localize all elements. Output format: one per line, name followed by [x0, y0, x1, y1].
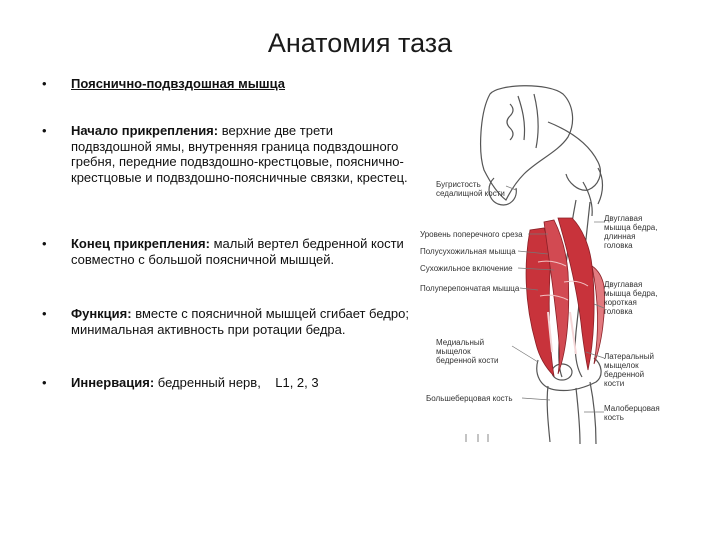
function-text: вместе с поясничной мышцей сгибает бедро; минимальная активность при ротации бедра.: [71, 306, 409, 337]
bullet-text: [71, 306, 411, 337]
muscle-heading: Пояснично-подвздошная мышца: [71, 76, 286, 91]
label-biceps-short-head: Двуглавая мышца бедра, короткая головка: [604, 280, 658, 316]
insertion-text: малый вертел бедренной кости совместно с большой поясничной мышцей.: [71, 236, 404, 267]
thigh-muscle-illustration: [398, 82, 698, 452]
origin-text: верхние две трети подвздошной ямы, внутренняя граница подвздошного гребня, передние подвздошно-крестцовые, пояснично-крестцовые и подвздошно-поясничные связки, крестец.: [71, 123, 408, 185]
bullet-icon: •: [42, 236, 47, 251]
bullet-icon: •: [42, 76, 47, 91]
label-semimembranosus: Полуперепончатая мышца: [420, 284, 520, 293]
scale-mark: [466, 434, 488, 442]
hamstring-muscles: [526, 218, 604, 376]
bullet-text: [71, 123, 411, 185]
knee-bones: [537, 358, 601, 444]
label-medial-condyle: Медиальный мыщелок бедренной кости: [436, 338, 499, 365]
insertion-label: Конец прикрепления:: [71, 236, 210, 251]
bullet-text: [71, 76, 411, 92]
bullet-text: [71, 236, 411, 267]
slide-title: Анатомия таза: [267, 28, 453, 58]
bullet-text: [71, 375, 411, 391]
label-cross-section-level: Уровень поперечного среза: [420, 230, 523, 239]
bullet-icon: •: [42, 375, 47, 390]
bullet-icon: •: [42, 123, 47, 138]
label-lateral-condyle: Латеральный мыщелок бедренной кости: [604, 352, 654, 388]
origin-label: Начало прикрепления:: [71, 123, 219, 138]
label-biceps-long-head: Двуглавая мышца бедра, длинная головка: [604, 214, 658, 250]
label-tendinous-intersection: Сухожильное включение: [420, 264, 513, 273]
innervation-label: Иннервация:: [71, 375, 155, 390]
label-ischial-tuberosity: Бугристость седалищной кости: [436, 180, 505, 198]
label-tibia: Большеберцовая кость: [426, 394, 513, 403]
label-fibula: Малоберцовая кость: [604, 404, 660, 422]
label-semitendinosus: Полусухожильная мышца: [420, 247, 516, 256]
bullet-icon: •: [42, 306, 47, 321]
function-label: Функция:: [71, 306, 132, 321]
innervation-text: бедренный нерв, L1, 2, 3: [154, 375, 319, 390]
